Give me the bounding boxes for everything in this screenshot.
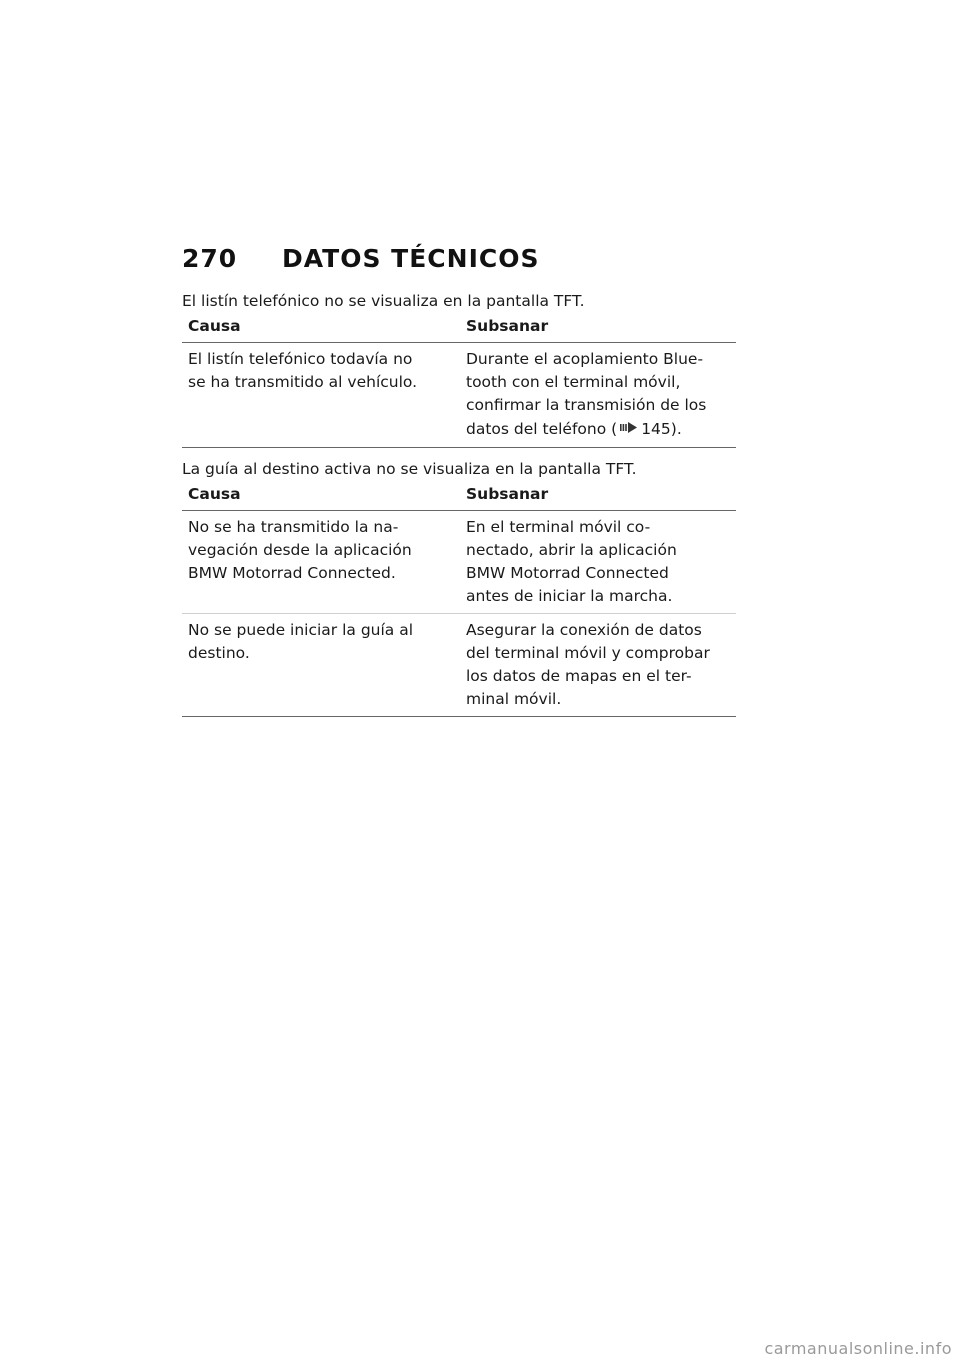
fix-ref-suffix: ).	[670, 420, 682, 438]
section-navigation	[182, 458, 736, 717]
fix-line: los datos de mapas en el ter-	[466, 667, 692, 685]
table-row	[182, 614, 736, 717]
cause-cell	[182, 614, 460, 717]
section-phonebook	[182, 290, 736, 448]
fix-reference-line	[466, 417, 730, 442]
fix-ref-page[interactable]: 145	[641, 420, 671, 438]
fix-cell	[460, 343, 736, 448]
fix-line: En el terminal móvil co-	[466, 518, 651, 536]
fix-line: nectado, abrir la aplicación	[466, 541, 677, 559]
cause-line: El listín telefónico todavía no	[188, 350, 413, 368]
table-row	[182, 511, 736, 614]
troubleshooting-table	[182, 314, 736, 448]
column-header-cause: Causa	[182, 482, 460, 511]
cause-line: No se ha transmitido la na-	[188, 518, 399, 536]
page-header	[182, 244, 539, 273]
fix-line: antes de iniciar la marcha.	[466, 587, 673, 605]
cause-line: vegación desde la aplicación	[188, 541, 412, 559]
section-intro: El listín telefónico no se visualiza en la pantalla TFT.	[182, 292, 585, 310]
page-number: 270	[182, 244, 238, 273]
fix-line: Durante el acoplamiento Blue-	[466, 350, 704, 368]
section-intro: La guía al destino activa no se visualiza en la pantalla TFT.	[182, 460, 637, 478]
table-row	[182, 343, 736, 448]
fix-cell	[460, 614, 736, 717]
cause-line: BMW Motorrad Connected.	[188, 564, 396, 582]
column-header-cause: Causa	[182, 314, 460, 343]
cause-line: destino.	[188, 644, 250, 662]
column-header-fix: Subsanar	[460, 314, 736, 343]
fix-line: Asegurar la conexión de datos	[466, 621, 702, 639]
cause-line: No se puede iniciar la guía al	[188, 621, 414, 639]
fix-line: confirmar la transmisión de los	[466, 396, 707, 414]
fix-line: minal móvil.	[466, 690, 562, 708]
fix-line: tooth con el terminal móvil,	[466, 373, 681, 391]
arrow-reference-icon	[620, 417, 638, 440]
column-header-fix: Subsanar	[460, 482, 736, 511]
cause-cell	[182, 511, 460, 614]
troubleshooting-table	[182, 482, 736, 717]
fix-line: del terminal móvil y comprobar	[466, 644, 710, 662]
fix-ref-prefix: datos del teléfono (	[466, 420, 618, 438]
cause-cell	[182, 343, 460, 448]
fix-line: BMW Motorrad Connected	[466, 564, 669, 582]
fix-cell	[460, 511, 736, 614]
cause-line: se ha transmitido al vehículo.	[188, 373, 418, 391]
watermark: carmanualsonline.info	[764, 1339, 952, 1358]
page-title: DATOS TÉCNICOS	[282, 244, 540, 273]
